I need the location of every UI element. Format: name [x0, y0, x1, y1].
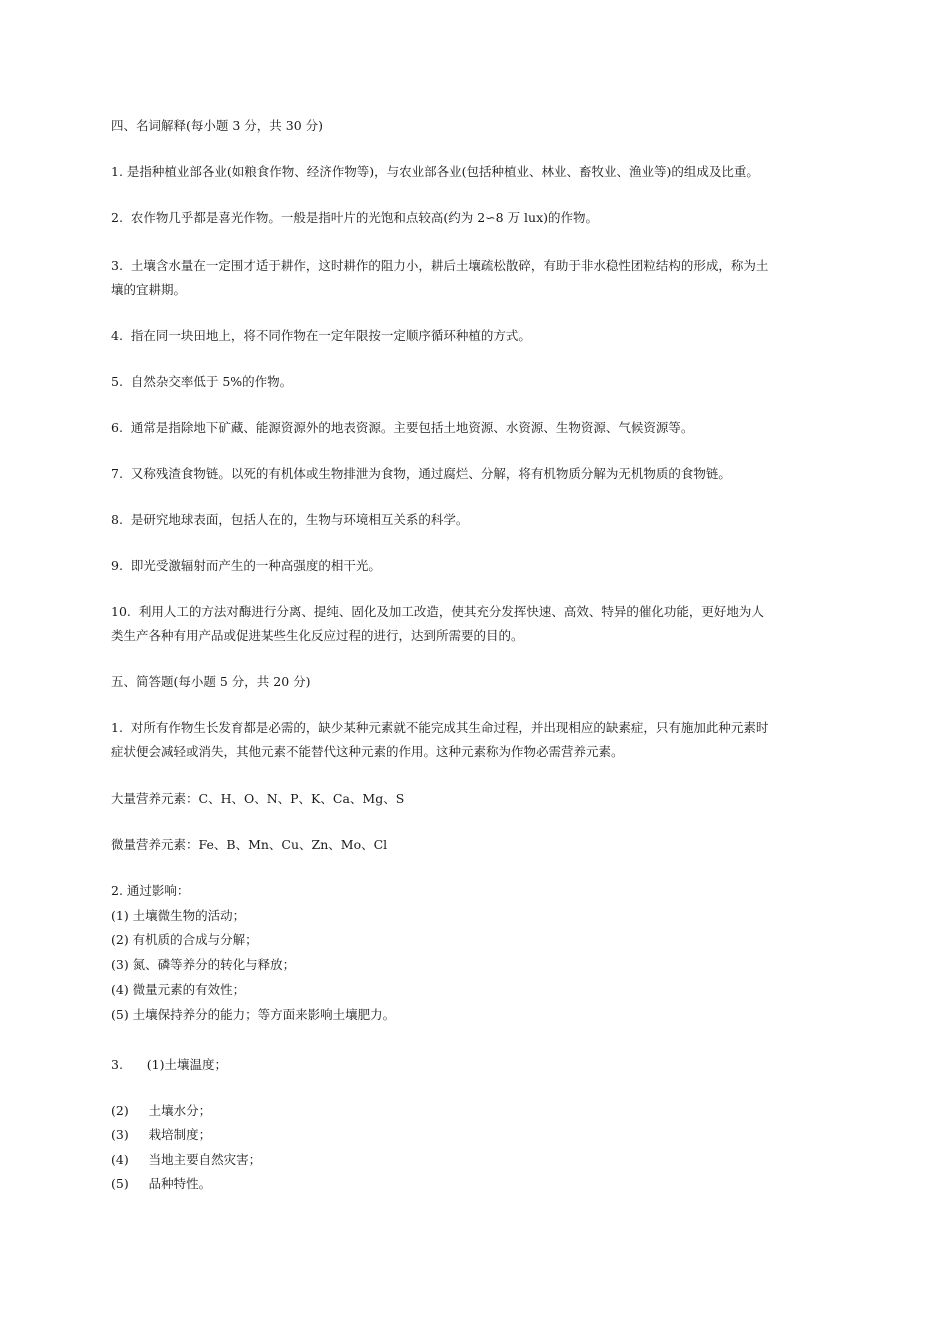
definition-9: 9. 即光受激辐射而产生的一种高强度的相干光。 [111, 558, 381, 573]
answer-3-item-4: (4) 当地主要自然灾害； [111, 1152, 262, 1167]
answer-2-item-4: (4) 微量元素的有效性； [111, 982, 246, 997]
definition-6: 6. 通常是指除地下矿藏、能源资源外的地表资源。主要包括土地资源、水资源、生物资源、气候资源等。 [111, 420, 694, 435]
answer-2-item-2: (2) 有机质的合成与分解； [111, 932, 258, 947]
section-5-heading: 五、简答题(每小题 5 分，共 20 分) [111, 674, 311, 689]
definition-3-line-2: 壤的宜耕期。 [111, 282, 187, 297]
answer-1-line-2: 症状便会减轻或消失，其他元素不能替代这种元素的作用。这种元素称为作物必需营养元素。 [111, 744, 624, 759]
definition-2: 2. 农作物几乎都是喜光作物。一般是指叶片的光饱和点较高(约为 2∽8 万 lux)的作物。 [111, 210, 599, 225]
definition-10-line-1: 10. 利用人工的方法对酶进行分离、提纯、固化及加工改造，使其充分发挥快速、高效、特异的催化功能，更好地为人 [111, 604, 764, 619]
answer-3-item-1: 3. (1)土壤温度； [111, 1057, 227, 1072]
answer-1-line-1: 1. 对所有作物生长发育都是必需的，缺少某种元素就不能完成其生命过程，并出现相应的缺素症，只有施加此种元素时 [111, 720, 769, 735]
answer-3-item-5: (5) 品种特性。 [111, 1176, 212, 1191]
definition-3-line-1: 3. 土壤含水量在一定围才适于耕作，这时耕作的阻力小，耕后土壤疏松散碎，有助于非水稳性团粒结构的形成，称为土 [111, 258, 769, 273]
definition-5: 5. 自然杂交率低于 5%的作物。 [111, 374, 293, 389]
definition-4: 4. 指在同一块田地上，将不同作物在一定年限按一定顺序循环种植的方式。 [111, 328, 531, 343]
answer-2-item-1: (1) 土壤微生物的活动； [111, 908, 246, 923]
definition-8: 8. 是研究地球表面，包括人在的，生物与环境相互关系的科学。 [111, 512, 469, 527]
micro-nutrients: 微量营养元素：Fe、B、Mn、Cu、Zn、Mo、Cl [111, 837, 388, 852]
answer-2-item-5: (5) 土壤保持养分的能力；等方面来影响土壤肥力。 [111, 1007, 396, 1022]
definition-10-line-2: 类生产各种有用产品或促进某些生化反应过程的进行，达到所需要的目的。 [111, 628, 524, 643]
answer-2-item-3: (3) 氮、磷等养分的转化与释放； [111, 957, 296, 972]
answer-2-intro: 2. 通过影响： [111, 883, 190, 898]
answer-3-item-2: (2) 土壤水分； [111, 1103, 212, 1118]
section-4-heading: 四、名词解释(每小题 3 分，共 30 分) [111, 118, 324, 133]
answer-3-item-3: (3) 栽培制度； [111, 1127, 212, 1142]
definition-7: 7. 又称残渣食物链。以死的有机体或生物排泄为食物，通过腐烂、分解，将有机物质分解为无机物质的食物链。 [111, 466, 731, 481]
definition-1: 1. 是指种植业部各业(如粮食作物、经济作物等)，与农业部各业(包括种植业、林业、畜牧业、渔业等)的组成及比重。 [111, 164, 759, 179]
macro-nutrients: 大量营养元素：C、H、O、N、P、K、Ca、Mg、S [111, 791, 405, 806]
